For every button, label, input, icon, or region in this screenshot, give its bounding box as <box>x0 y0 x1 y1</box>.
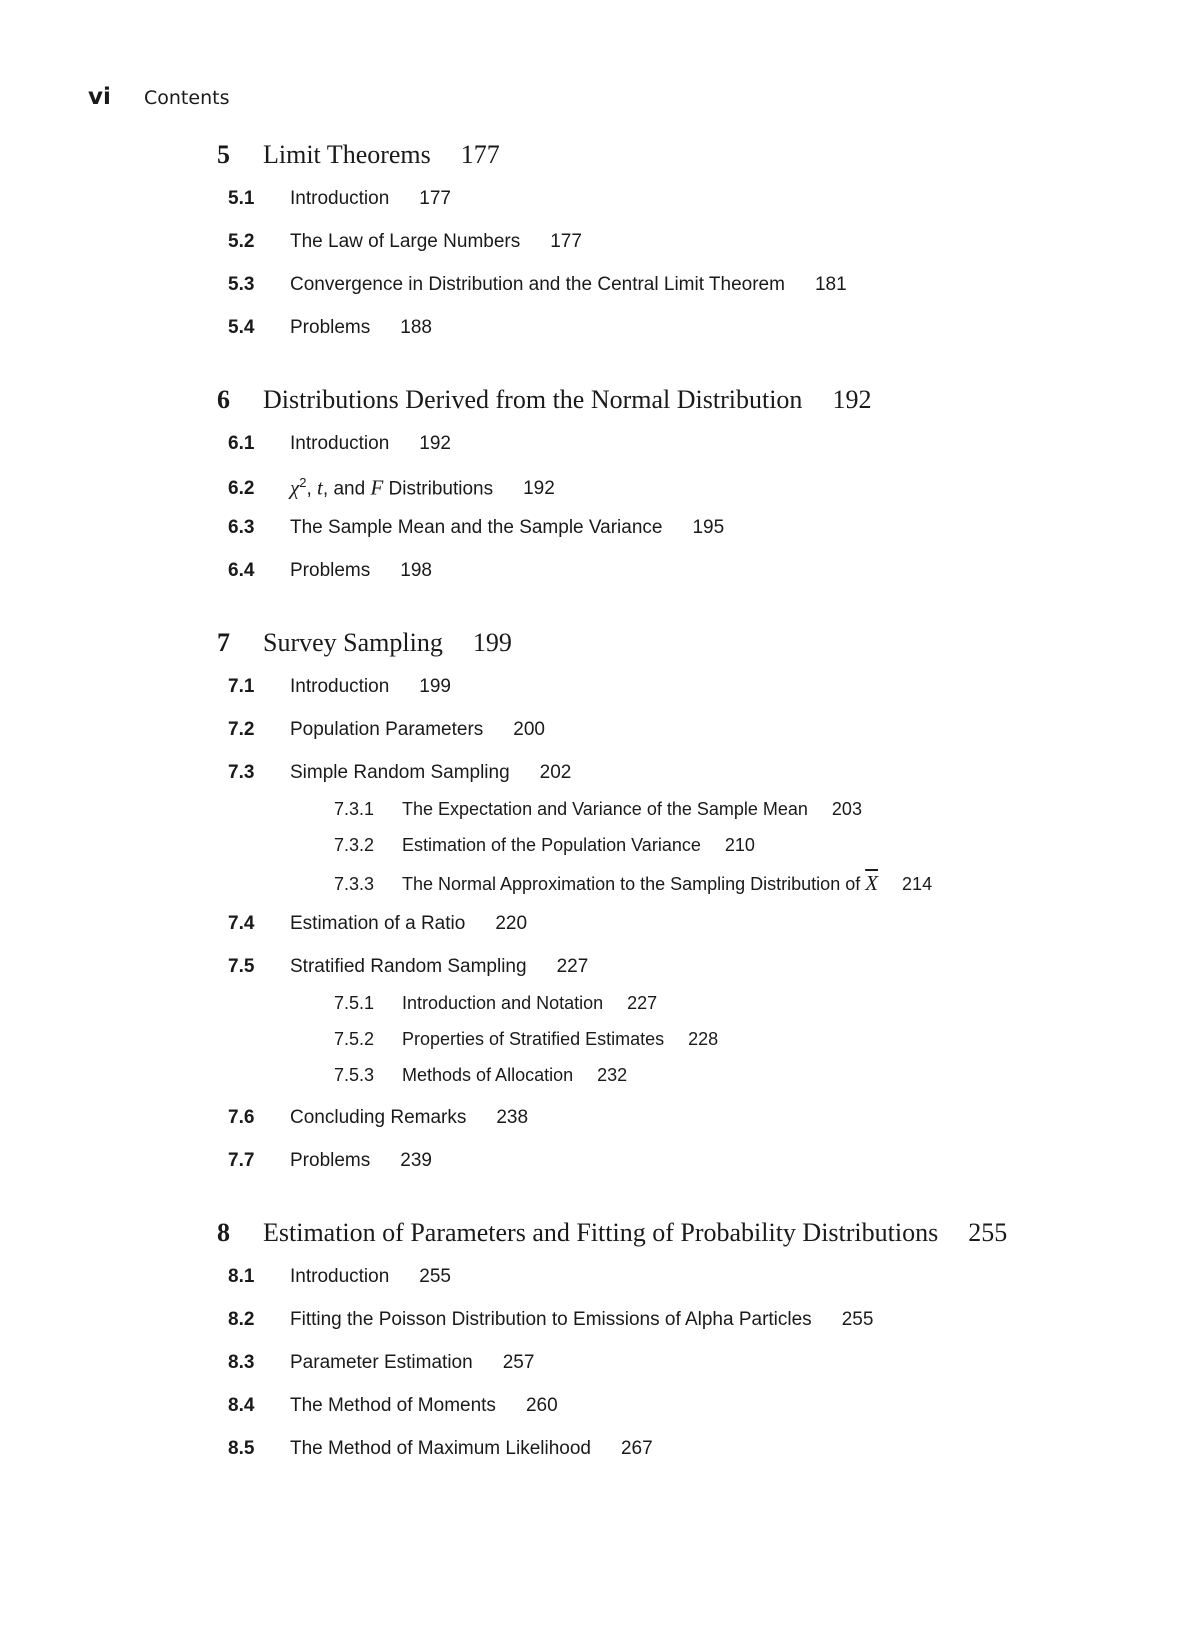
section-page: 177 <box>550 231 582 252</box>
section-number: 8.3 <box>228 1352 255 1373</box>
toc-entry[interactable] <box>228 517 724 539</box>
section-number: 6.4 <box>228 560 255 581</box>
section-number: 8.5 <box>228 1438 255 1459</box>
subsection-title: The Expectation and Variance of the Sample Mean <box>402 799 808 819</box>
chapter-title: Distributions Derived from the Normal Distribution <box>263 385 803 414</box>
subsection-title: Methods of Allocation <box>402 1065 574 1085</box>
toc-subentry[interactable] <box>334 799 862 820</box>
section-number: 8.4 <box>228 1395 255 1416</box>
toc-entry[interactable] <box>228 719 545 741</box>
section-number: 5.3 <box>228 274 255 295</box>
section-title: Stratified Random Sampling <box>290 956 527 977</box>
chapter-page: 199 <box>472 628 512 657</box>
subsection-page: 227 <box>627 993 658 1013</box>
section-number: 7.2 <box>228 719 255 740</box>
section-title: Simple Random Sampling <box>290 762 510 783</box>
toc-subentry[interactable] <box>334 871 932 896</box>
subsection-title <box>402 871 878 896</box>
chapter-page: 177 <box>460 140 500 169</box>
section-title: The Law of Large Numbers <box>290 231 521 252</box>
chapter-page: 192 <box>832 385 872 414</box>
page-number: vi <box>88 84 111 110</box>
subsection-number: 7.3.2 <box>334 835 375 855</box>
section-number: 7.4 <box>228 913 255 934</box>
section-page: 227 <box>556 956 589 977</box>
section-page: 255 <box>419 1266 451 1287</box>
subsection-page: 203 <box>831 799 862 819</box>
section-page: 188 <box>400 317 432 338</box>
x-bar-symbol: $\overline{X}$ <box>865 871 879 895</box>
section-page: 257 <box>502 1352 535 1373</box>
superscript-two: 2 <box>299 475 307 490</box>
separator: , and <box>322 478 371 500</box>
section-title: Problems <box>290 317 371 338</box>
section-title: The Method of Maximum Likelihood <box>290 1438 591 1459</box>
chi-symbol: χ <box>290 475 300 500</box>
section-title: Convergence in Distribution and the Central Limit Theorem <box>290 274 785 295</box>
section-number: 7.7 <box>228 1150 255 1171</box>
section-number: 5.1 <box>228 188 255 209</box>
section-number: 8.2 <box>228 1309 255 1330</box>
chapter-page: 255 <box>968 1218 1008 1247</box>
section-title: Problems <box>290 560 371 581</box>
separator: , <box>306 478 318 500</box>
subsection-number: 7.5.3 <box>334 1065 375 1085</box>
toc-subentry[interactable] <box>334 1029 718 1050</box>
section-page: 195 <box>692 517 725 538</box>
section-number: 7.5 <box>228 956 255 977</box>
toc-entry[interactable] <box>228 913 527 935</box>
toc-entry[interactable] <box>228 317 432 339</box>
toc-subentry[interactable] <box>334 835 755 856</box>
toc-subentry[interactable] <box>334 1065 627 1086</box>
section-page: 239 <box>400 1150 432 1171</box>
section-number: 7.6 <box>228 1107 255 1128</box>
subsection-page: 232 <box>597 1065 628 1085</box>
toc-entry[interactable] <box>228 1438 653 1460</box>
chapter-number: 8 <box>217 1218 230 1247</box>
f-symbol: F <box>370 475 384 500</box>
toc-entry[interactable] <box>228 1266 451 1288</box>
section-page: 202 <box>539 762 572 783</box>
subsection-number: 7.3.1 <box>334 799 375 819</box>
section-number: 6.2 <box>228 478 255 500</box>
subsection-number: 7.3.3 <box>334 874 375 894</box>
section-page: 199 <box>419 676 451 697</box>
subsection-title: Introduction and Notation <box>402 993 604 1013</box>
section-page: 267 <box>620 1438 653 1459</box>
subsection-title-text: The Normal Approximation to the Sampling Distribution of <box>402 874 866 894</box>
chapter-heading[interactable] <box>217 628 512 658</box>
chapter-heading[interactable] <box>217 1218 1007 1248</box>
section-number: 8.1 <box>228 1266 255 1287</box>
section-page: 260 <box>525 1395 558 1416</box>
toc-entry[interactable] <box>228 956 588 978</box>
toc-entry[interactable] <box>228 762 571 784</box>
section-page: 220 <box>495 913 528 934</box>
subsection-page: 210 <box>724 835 755 855</box>
t-symbol: t <box>317 475 323 500</box>
subsection-title: Estimation of the Population Variance <box>402 835 701 855</box>
section-title <box>290 475 493 500</box>
section-page: 198 <box>400 560 432 581</box>
section-number: 6.1 <box>228 433 255 454</box>
toc-entry[interactable] <box>228 475 555 500</box>
chapter-heading[interactable] <box>217 385 871 415</box>
chapter-heading[interactable] <box>217 140 500 170</box>
toc-entry[interactable] <box>228 1107 528 1129</box>
subsection-number: 7.5.1 <box>334 993 375 1013</box>
section-page: 200 <box>513 719 545 740</box>
toc-entry[interactable] <box>228 1352 534 1374</box>
section-title: Fitting the Poisson Distribution to Emissions of Alpha Particles <box>290 1309 812 1330</box>
subsection-page: 214 <box>902 874 933 894</box>
section-title: Estimation of a Ratio <box>290 913 466 934</box>
section-title: Introduction <box>290 676 390 697</box>
section-page: 255 <box>841 1309 874 1330</box>
section-title: Introduction <box>290 433 390 454</box>
section-number: 6.3 <box>228 517 255 538</box>
toc-entry[interactable] <box>228 560 432 582</box>
toc-entry[interactable] <box>228 274 847 296</box>
chapter-number: 6 <box>217 385 230 414</box>
section-title: Introduction <box>290 188 390 209</box>
chapter-number: 5 <box>217 140 230 169</box>
chapter-number: 7 <box>217 628 230 657</box>
section-page: 177 <box>419 188 451 209</box>
section-number: 7.3 <box>228 762 255 783</box>
section-number: 7.1 <box>228 676 255 697</box>
subsection-number: 7.5.2 <box>334 1029 375 1049</box>
section-title: Population Parameters <box>290 719 484 740</box>
toc-entry[interactable] <box>228 188 451 210</box>
page-header <box>88 84 229 110</box>
toc-entry[interactable] <box>228 433 451 455</box>
subsection-page: 228 <box>688 1029 719 1049</box>
chapter-title: Survey Sampling <box>263 628 443 657</box>
section-number: 5.4 <box>228 317 255 338</box>
toc-entry[interactable] <box>228 231 582 253</box>
toc-entry[interactable] <box>228 1150 432 1172</box>
chapter-title: Estimation of Parameters and Fitting of Probability Distributions <box>263 1218 939 1247</box>
section-title: The Method of Moments <box>290 1395 496 1416</box>
toc-entry[interactable] <box>228 676 451 698</box>
section-page: 192 <box>523 478 555 500</box>
toc-subentry[interactable] <box>334 993 657 1014</box>
toc-entry[interactable] <box>228 1395 558 1417</box>
toc-entry[interactable] <box>228 1309 873 1331</box>
section-title: Problems <box>290 1150 371 1171</box>
section-page: 181 <box>814 274 847 295</box>
title-rest: Distributions <box>383 478 494 500</box>
section-title: Parameter Estimation <box>290 1352 473 1373</box>
section-title: Concluding Remarks <box>290 1107 467 1128</box>
running-head: Contents <box>144 87 230 109</box>
section-number: 5.2 <box>228 231 255 252</box>
section-page: 192 <box>419 433 451 454</box>
section-title: Introduction <box>290 1266 390 1287</box>
section-page: 238 <box>496 1107 529 1128</box>
chapter-title: Limit Theorems <box>263 140 431 169</box>
subsection-title: Properties of Stratified Estimates <box>402 1029 665 1049</box>
section-title: The Sample Mean and the Sample Variance <box>290 517 663 538</box>
